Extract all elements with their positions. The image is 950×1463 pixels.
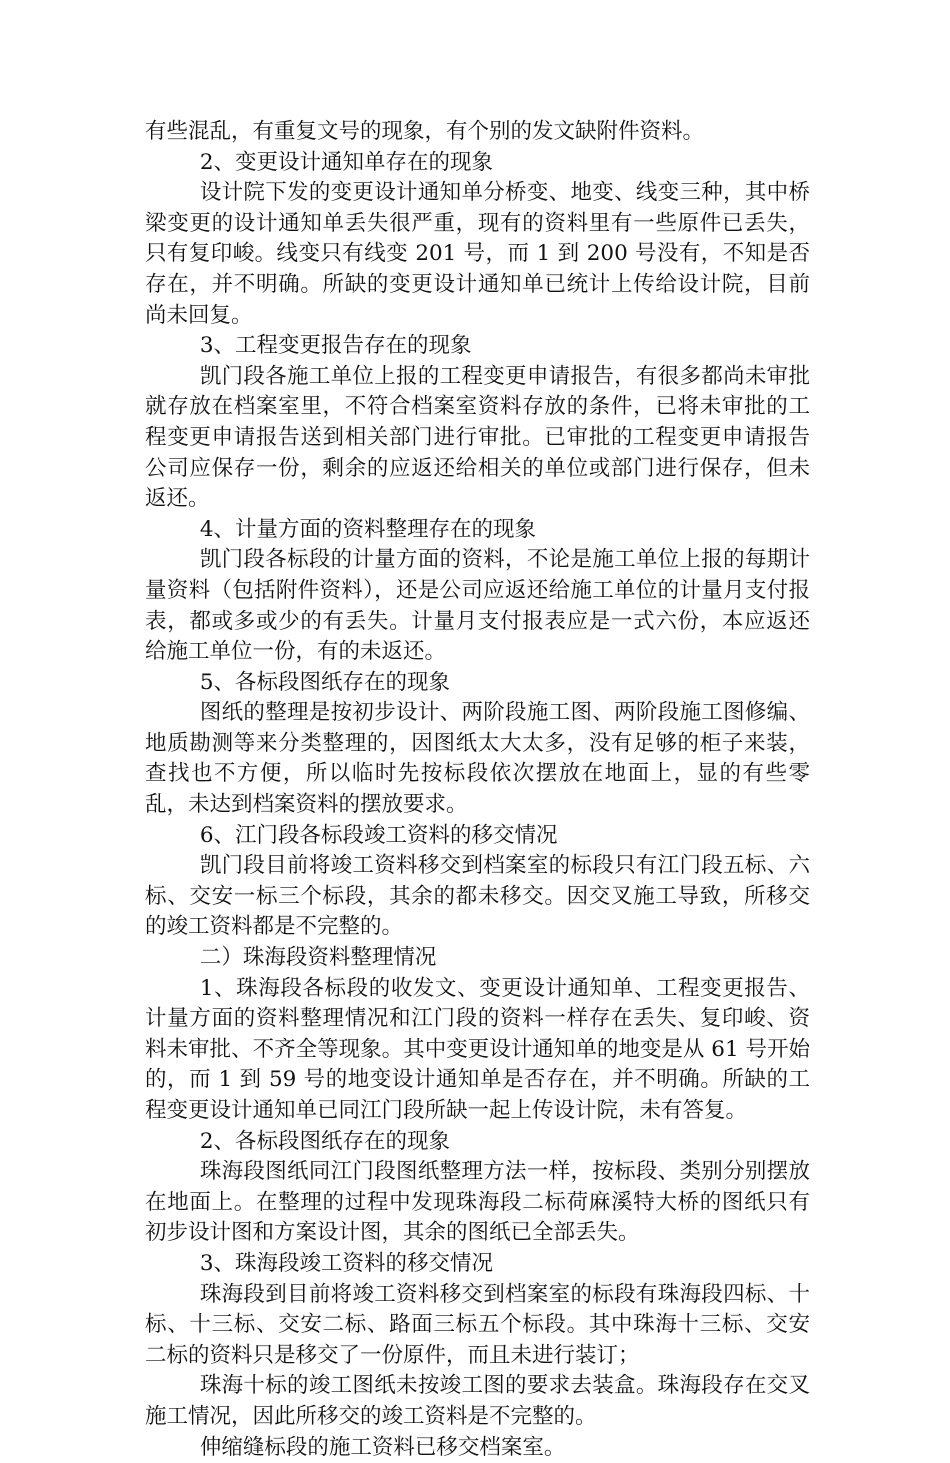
- paragraph-engineering-change: 凯门段各施工单位上报的工程变更申请报告，有很多都尚未审批就存放在档案室里，不符合档案室资料存放的条件，已将未审批的工程变更申请报告送到相关部门进行审批。已审批的工程变更申请报告公司应保存一份，剩余的应返还给相关的单位或部门进行保存，但未返还。: [145, 363, 810, 512]
- section-heading-drawings: 5、各标段图纸存在的现象: [199, 669, 450, 695]
- document-body: [145, 117, 810, 1463]
- section-heading-engineering-change: 3、工程变更报告存在的现象: [199, 333, 472, 359]
- paragraph-drawings: 图纸的整理是按初步设计、两阶段施工图、两阶段施工图修编、地质勘测等来分类整理的，因图纸太大太多，没有足够的柜子来装，查找也不方便，所以临时先按标段依次摆放在地面上，显的有些零乱，未达到档案资料的摆放要求。: [145, 700, 810, 818]
- paragraph-continued: 有些混乱，有重复文号的现象，有个别的发文缺附件资料。: [145, 119, 705, 144]
- paragraph-design-change: 设计院下发的变更设计通知单分桥变、地变、线变三种，其中桥梁变更的设计通知单丢失很严重，现有的资料里有一些原件已丢失，只有复印峻。线变只有线变 201 号，而 1 到 200 号没有，不知是否存在，并不明确。所缺的变更设计通知单已统计上传给设计院，目前尚未回复。: [145, 180, 810, 328]
- paragraph-zhuhai-handover: 珠海段到目前将竣工资料移交到档案室的标段有珠海段四标、十标、十三标、交安二标、路面三标五个标段。其中珠海十三标、交安二标的资料只是移交了一份原件，而且未进行装订；: [145, 1281, 810, 1368]
- section-heading-zhuhai-handover: 3、珠海段竣工资料的移交情况: [199, 1250, 493, 1276]
- paragraph-zhuhai-overview: 1、珠海段各标段的收发文、变更设计通知单、工程变更报告、计量方面的资料整理情况和江门段的资料一样存在丢失、复印峻、资料未审批、不齐全等现象。其中变更设计通知单的地变是从 61 号开始的，而 1 到 59 号的地变设计通知单是否存在，并不明确。所缺的工程变更设计通知单已同江门段所缺一起上传设计院，未有答复。: [145, 975, 810, 1123]
- section-heading-design-change: 2、变更设计通知单存在的现象: [199, 149, 493, 175]
- paragraph-measurement: 凯门段各标段的计量方面的资料，不论是施工单位上报的每期计量资料（包括附件资料），还是公司应返还给施工单位的计量月支付报表，都或多或少的有丢失。计量月支付报表应是一式六份，本应返还给施工单位一份，有的未返还。: [145, 547, 810, 665]
- paragraph-expansion-joint: 伸缩缝标段的施工资料已移交档案室。: [199, 1434, 566, 1460]
- paragraph-zhuhai-ten: 珠海十标的竣工图纸未按竣工图的要求去装盒。珠海段存在交叉施工情况，因此所移交的竣工资料是不完整的。: [145, 1373, 810, 1429]
- paragraph-jiangmen-handover: 凯门段目前将竣工资料移交到档案室的标段只有江门段五标、六标、交安一标三个标段，其余的都未移交。因交叉施工导致，所移交的竣工资料都是不完整的。: [145, 853, 810, 940]
- paragraph-zhuhai-drawings: 珠海段图纸同江门段图纸整理方法一样，按标段、类别分别摆放在地面上。在整理的过程中发现珠海段二标荷麻溪特大桥的图纸只有初步设计图和方案设计图，其余的图纸已全部丢失。: [145, 1159, 810, 1246]
- section-heading-measurement: 4、计量方面的资料整理存在的现象: [199, 516, 536, 542]
- section-heading-zhuhai: 二）珠海段资料整理情况: [199, 945, 437, 971]
- section-heading-jiangmen-handover: 6、江门段各标段竣工资料的移交情况: [199, 822, 558, 848]
- section-heading-zhuhai-drawings: 2、各标段图纸存在的现象: [199, 1128, 450, 1154]
